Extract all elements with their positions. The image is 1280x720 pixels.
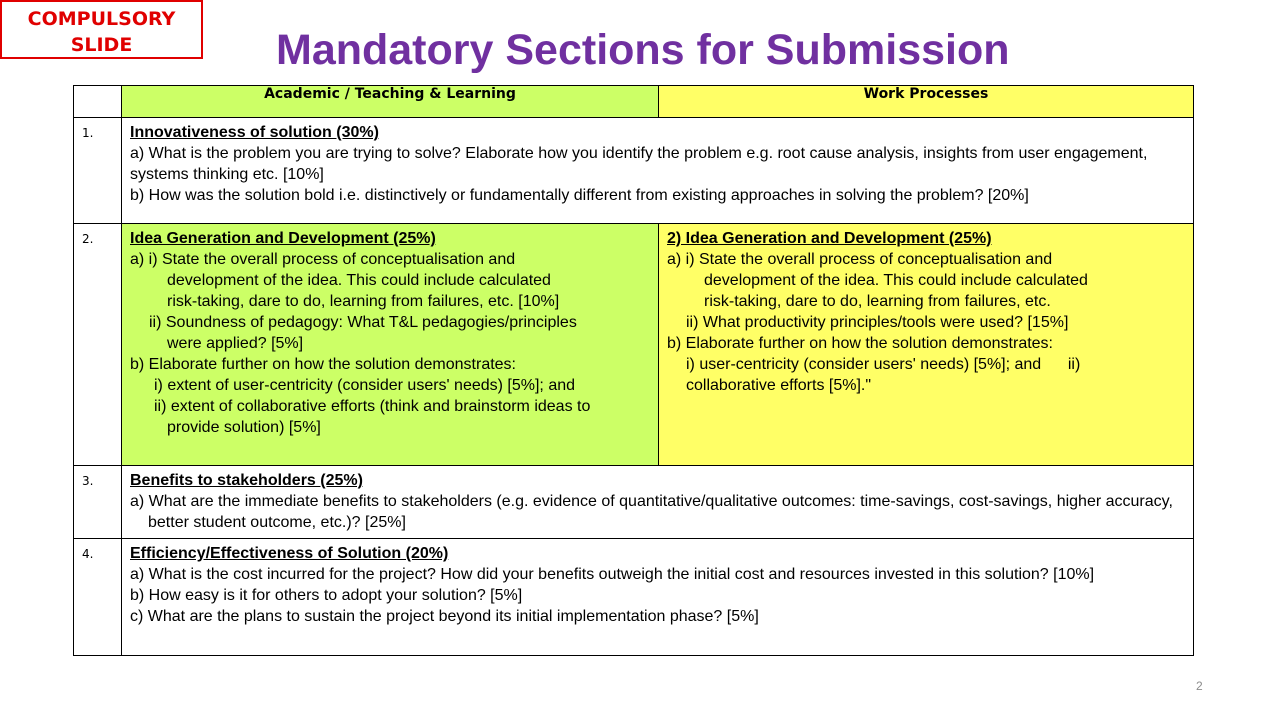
row-number: 1. <box>74 118 122 224</box>
text-line: a) i) State the overall process of conceptualisation and <box>130 251 516 268</box>
text-line: ii) What productivity principles/tools were used? [15%] <box>686 314 1069 331</box>
compulsory-slide-badge <box>0 0 203 59</box>
benefits-cell <box>122 466 1194 539</box>
page-number: 2 <box>1196 679 1203 693</box>
table-row <box>74 118 1194 224</box>
header-empty-cell <box>74 86 122 118</box>
text-line: were applied? [5%] <box>167 335 304 352</box>
question-a: a) What is the cost incurred for the project? How did your benefits outweigh the initial cost and resources invested in this solution? [10%] <box>130 566 1095 583</box>
section-heading: Idea Generation and Development (25%) <box>130 230 436 247</box>
text-line: i) extent of user-centricity (consider users' needs) [5%]; and <box>154 377 576 394</box>
question-b: b) How was the solution bold i.e. distinctively or fundamentally different from existing approaches in solving the problem? [20%] <box>130 187 1029 204</box>
text-line: b) Elaborate further on how the solution demonstrates: <box>667 335 1053 352</box>
row-number: 4. <box>74 539 122 656</box>
idea-generation-academic-cell <box>122 224 659 466</box>
page-title: Mandatory Sections for Submission <box>276 26 1010 74</box>
text-line: risk-taking, dare to do, learning from failures, etc. <box>704 293 1051 310</box>
section-heading: Benefits to stakeholders (25%) <box>130 472 363 489</box>
text-line: collaborative efforts [5%]." <box>686 377 872 394</box>
section-heading: Efficiency/Effectiveness of Solution (20%) <box>130 545 449 562</box>
question-c: c) What are the plans to sustain the project beyond its initial implementation phase? [5%] <box>130 608 759 625</box>
text-line: provide solution) [5%] <box>167 419 321 436</box>
text-line: b) Elaborate further on how the solution demonstrates: <box>130 356 516 373</box>
badge-line-2: SLIDE <box>70 34 133 56</box>
innovativeness-cell <box>122 118 1194 224</box>
question-a: a) What are the immediate benefits to stakeholders (e.g. evidence of quantitative/qualitative outcomes: time-savings, cost-savings, higher accuracy, better student outcome, etc.)? [25%] <box>130 493 1173 531</box>
table-row <box>74 539 1194 656</box>
badge-line-1: COMPULSORY <box>27 8 176 30</box>
section-heading: 2) Idea Generation and Development (25%) <box>667 230 992 247</box>
text-line: development of the idea. This could include calculated <box>167 272 551 289</box>
question-a: a) What is the problem you are trying to solve? Elaborate how you identify the problem e.g. root cause analysis, insights from user engagement, systems thinking etc. [10%] <box>130 145 1148 183</box>
header-work-processes: Work Processes <box>659 86 1194 118</box>
text-line: ii) extent of collaborative efforts (think and brainstorm ideas to <box>154 398 591 415</box>
table-row <box>74 466 1194 539</box>
text-line: a) i) State the overall process of conceptualisation and <box>667 251 1053 268</box>
table-header-row <box>74 86 1194 118</box>
row-number: 2. <box>74 224 122 466</box>
row-number: 3. <box>74 466 122 539</box>
idea-generation-work-cell <box>659 224 1194 466</box>
text-line: development of the idea. This could include calculated <box>704 272 1088 289</box>
table-row <box>74 224 1194 466</box>
efficiency-cell <box>122 539 1194 656</box>
text-line: risk-taking, dare to do, learning from failures, etc. [10%] <box>167 293 560 310</box>
header-academic: Academic / Teaching & Learning <box>122 86 659 118</box>
question-b: b) How easy is it for others to adopt your solution? [5%] <box>130 587 523 604</box>
submission-sections-table <box>73 85 1194 656</box>
section-heading: Innovativeness of solution (30%) <box>130 124 379 141</box>
text-line: ii) Soundness of pedagogy: What T&L pedagogies/principles <box>149 314 577 331</box>
text-line: i) user-centricity (consider users' needs) [5%]; and ii) <box>686 356 1081 373</box>
